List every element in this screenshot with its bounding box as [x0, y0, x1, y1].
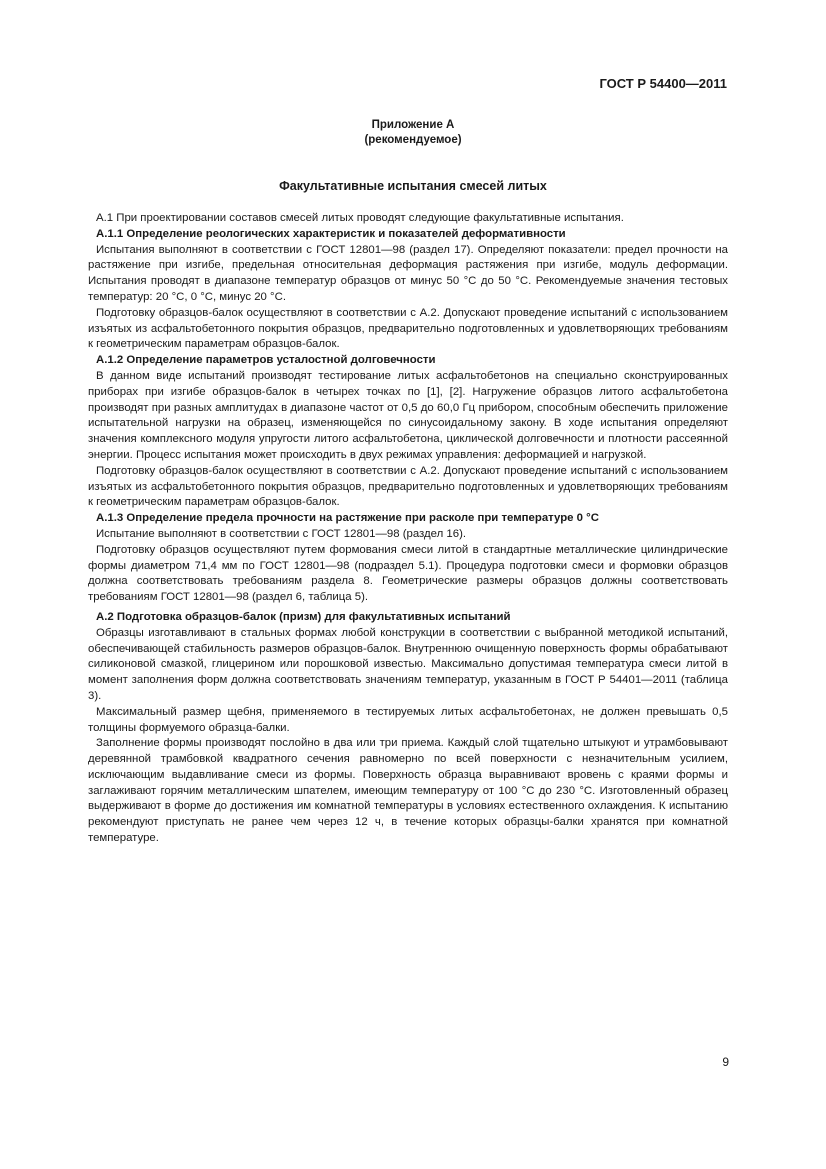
paragraph-a1: А.1 При проектировании составов смесей литых проводят следующие факультативные испытания.	[96, 212, 624, 224]
paragraph: Испытание выполняют в соответствии с ГОСТ 12801—98 (раздел 16).	[96, 527, 467, 540]
paragraph: Образцы изготавливают в стальных формах любой конструкции в соответствии с выбранной методикой испытаний, обеспечивающей стабильность размеров образцов-балок. Внутреннюю очищенную поверхность формы обрабатывают силиконовой смазкой, глицерином или порошковой известью. Максимально допустимая температура смеси литой в момент заполнения форм должна соответствовать значениям температур, указанным в ГОСТ Р 54401—2011 (таблица 3).	[88, 626, 728, 702]
paragraph: Испытания выполняют в соответствии с ГОСТ 12801—98 (раздел 17). Определяют показатели: предел прочности на растяжение при изгибе, предельная относительная деформация растяжения при изгибе, модуль деформации. Испытания проводят в диапазоне температур образцов от минус 50 °С до 50 °С. Рекомендуемые значения тестовых температур: 20 °С, 0 °С, минус 20 °С.	[88, 243, 728, 303]
appendix-heading	[0, 118, 826, 148]
appendix-title: Приложение А	[371, 119, 455, 131]
paragraph: Подготовку образцов осуществляют путем формования смеси литой в стандартные металлические цилиндрические формы диаметром 71,4 мм по ГОСТ 12801—98 (подраздел 5.1). Процедура подготовки смеси и формовки образцов должна соответствовать требованиям раздела 8. Геометрические размеры образцов должны соответствовать требованиям ГОСТ 12801—98 (раздел 6, таблица 5).	[88, 543, 728, 604]
heading-a1-2: А.1.2 Определение параметров усталостной долговечности	[96, 354, 436, 367]
paragraph: Максимальный размер щебня, применяемого в тестируемых литых асфальтобетонах, не должен превышать 0,5 толщины формуемого образца-балки.	[88, 705, 728, 734]
paragraph: Подготовку образцов-балок осуществляют в соответствии с А.2. Допускают проведение испытаний с использованием изъятых из асфальтобетонного покрытия образцов, предварительно подготовленных и удовлетворяющих требованиям к геометрическим параметрам образцов-балок.	[88, 464, 728, 509]
paragraph: Заполнение формы производят послойно в два или три приема. Каждый слой тщательно штыкуют и утрамбовывают деревянной трамбовкой квадратного сечения равномерно по всей поверхности с незначительным усилием, исключающим выдавливание смеси из формы. Поверхность образца выравнивают вровень с краями формы и заглаживают горячим металлическим шпателем, имеющим температуру от 100 °С до 230 °С. Изготовленный образец выдерживают в форме до достижения им комнатной температуры в условиях естественного охлаждения. К испытанию рекомендуют приступать не ранее чем через 12 ч, в течение которых образцы-балки хранятся при комнатной температуре.	[88, 737, 728, 845]
heading-a1-3: А.1.3 Определение предела прочности на растяжение при расколе при температуре 0 °С	[96, 512, 599, 525]
document-body	[88, 211, 728, 847]
heading-a2: А.2 Подготовка образцов-балок (призм) для факультативных испытаний	[96, 610, 511, 623]
appendix-subtitle: (рекомендуемое)	[364, 134, 462, 146]
paragraph: В данном виде испытаний производят тестирование литых асфальтобетонов на специально сконструированных приборах при изгибе образцов-балок в четырех точках по [1], [2]. Нагружение образцов литого асфальтобетона производят при разных амплитудах в диапазоне частот от 0,5 до 60,0 Гц прибором, способным обеспечить приложение испытательной нагрузки на образец, изменяющейся по синусоидальному закону. В ходе испытания определяют значения комплексного модуля упругости литого асфальтобетона, циклической долговечности и плотности рассеянной энергии. Процесс испытания может происходить в двух режимах управления: деформацией и нагрузкой.	[88, 369, 728, 461]
heading-a1-1: А.1.1 Определение реологических характеристик и показателей деформативности	[96, 227, 566, 240]
page-number: 9	[722, 1055, 729, 1069]
document-number: ГОСТ Р 54400—2011	[599, 76, 727, 91]
paragraph: Подготовку образцов-балок осуществляют в соответствии с А.2. Допускают проведение испытаний с использованием изъятых из асфальтобетонного покрытия образцов, предварительно подготовленных и удовлетворяющих требованиям к геометрическим параметрам образцов-балок.	[88, 306, 728, 351]
section-title: Факультативные испытания смесей литых	[279, 179, 547, 193]
